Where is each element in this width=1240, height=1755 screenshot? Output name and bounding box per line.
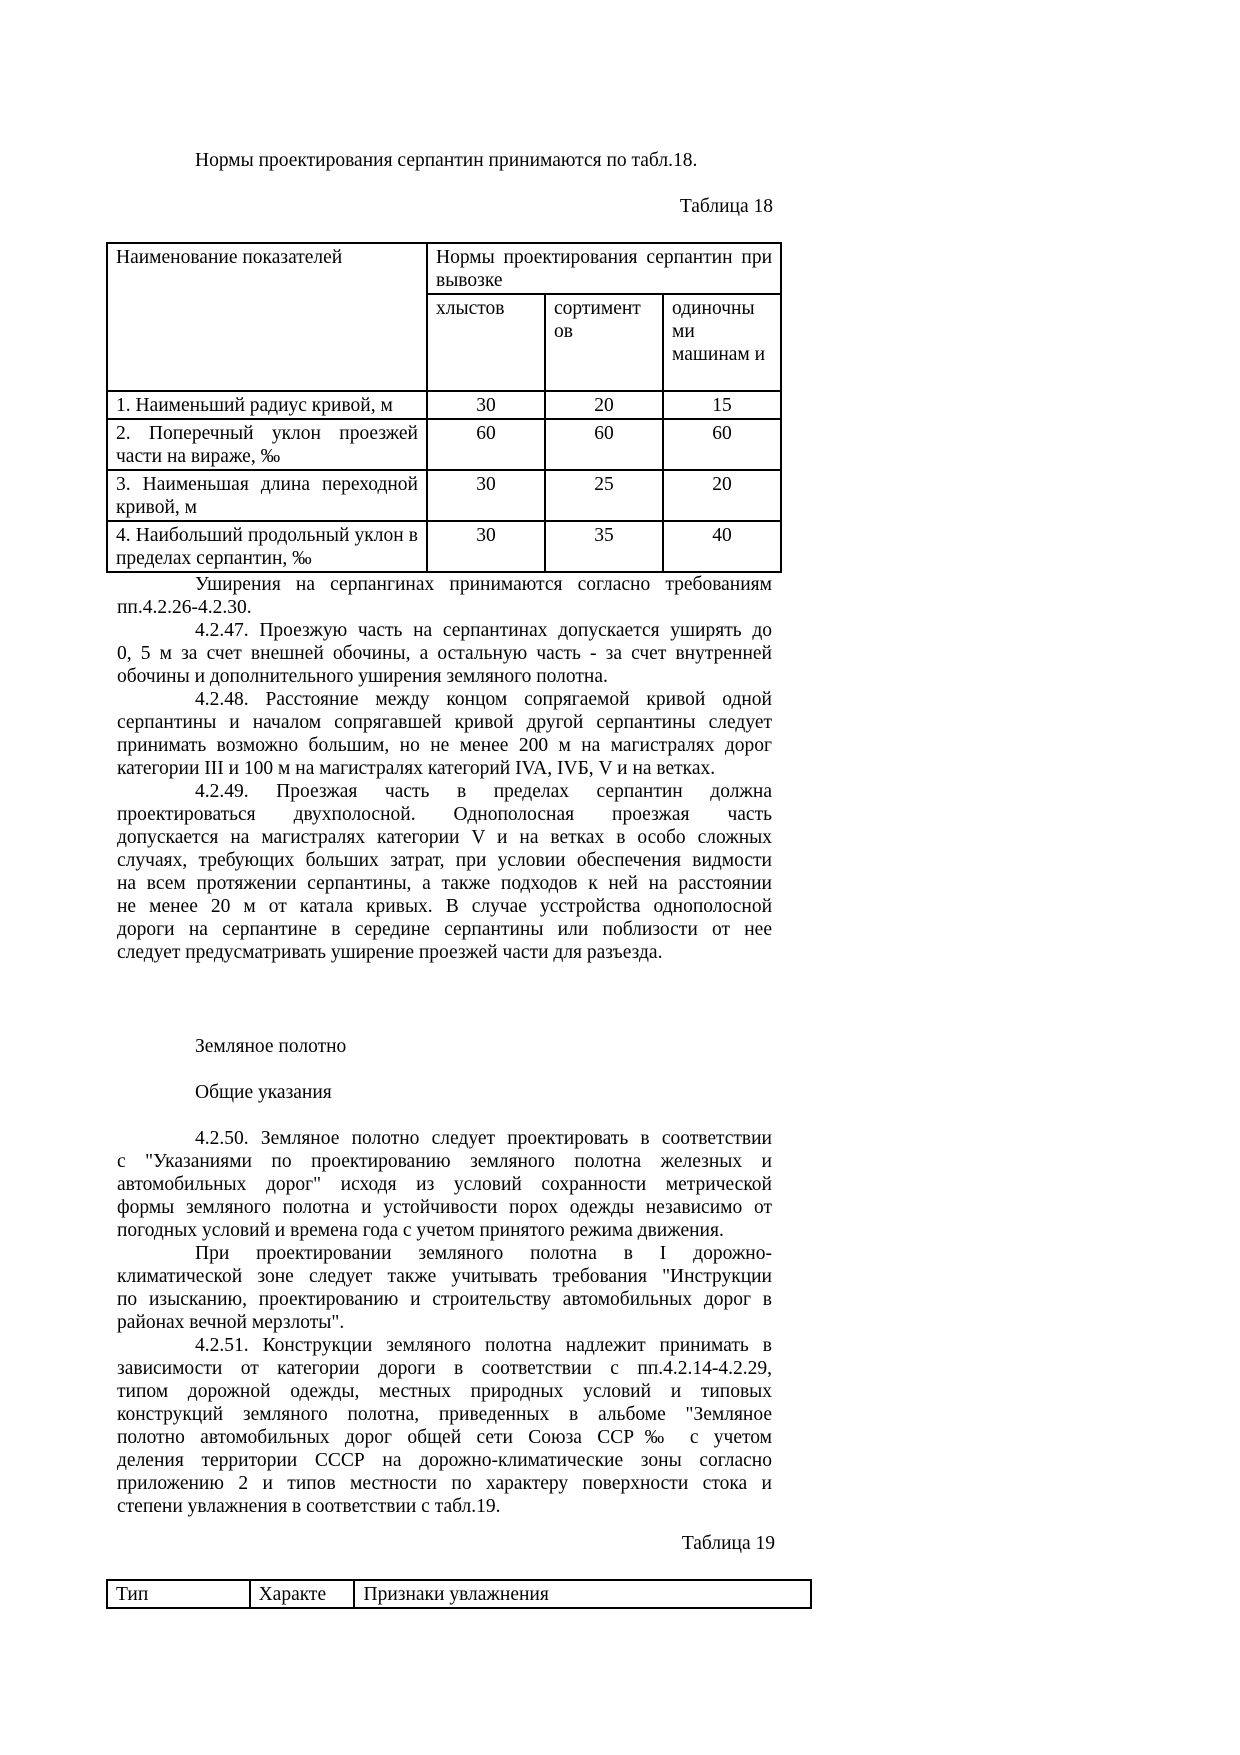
- text-line: полотно автомобильных дорог общей сети Союза ССР‰ с учетом: [117, 1427, 772, 1448]
- text-line: погодных условий и времена года с учетом принятого режима движения.: [117, 1220, 724, 1241]
- table-19-caption: Таблица 19: [681, 1533, 775, 1554]
- table-18-header-row: [107, 243, 781, 294]
- paragraph-widening: [117, 573, 772, 964]
- table-cell: 25: [545, 470, 663, 521]
- text-line: 4.2.47. Проезжую часть на серпантинах допускается уширять до: [195, 620, 772, 641]
- text-line: на всем протяжении серпантины, а также подходов к ней на расстоянии: [117, 873, 772, 894]
- table-18-header-name: Наименование показателей: [107, 243, 427, 391]
- text-line: принимать возможно большим, но не менее 200 м на магистралях дорог: [117, 735, 772, 756]
- text-line: 4.2.50. Земляное полотно следует проектировать в соответствии: [195, 1128, 772, 1149]
- table-18-header-group: Нормы проектирования серпантин при вывозке: [427, 243, 781, 294]
- table-18-subheader-cell: одиночны ми машинам и: [663, 294, 781, 391]
- text-line: не менее 20 м от катала кривых. В случае усстройства однополосной: [117, 896, 772, 917]
- section-heading-general: Общие указания: [195, 1082, 332, 1103]
- text-line: 4.2.49. Проезжая часть в пределах серпантин должна: [195, 781, 772, 802]
- text-line: категории III и 100 м на магистралях категорий IVA, IVБ, V и на ветках.: [117, 758, 716, 779]
- table-18: [106, 242, 782, 573]
- text-line: Уширения на серпангинах принимаются согласно требованиям: [195, 574, 772, 595]
- table-row: [107, 419, 781, 470]
- table-cell: 20: [545, 391, 663, 419]
- text-line: При проектировании земляного полотна в I дорожно-: [195, 1243, 772, 1264]
- table-cell: 15: [663, 391, 781, 419]
- table-cell: 60: [663, 419, 781, 470]
- paragraph-earthwork: [117, 1127, 772, 1518]
- text-line: степени увлажнения в соответствии с табл.19.: [117, 1496, 501, 1517]
- text-line: 4.2.51. Конструкции земляного полотна надлежит принимать в: [195, 1335, 772, 1356]
- text-line: приложению 2 и типов местности по характеру поверхности стока и: [117, 1473, 772, 1494]
- table-19: [106, 1579, 812, 1609]
- table-cell: 30: [427, 391, 545, 419]
- table-cell: 30: [427, 521, 545, 572]
- table-row: [107, 391, 781, 419]
- text-line: типом дорожной одежды, местных природных условий и типовых: [117, 1381, 772, 1402]
- text-line: серпантины и началом сопрягавшей кривой другой серпантины следует: [117, 712, 772, 733]
- table-18-row-label: 1. Наименьший радиус кривой, м: [107, 391, 427, 419]
- table-19-header-row: [107, 1580, 811, 1608]
- text-line: автомобильных дорог" исходя из условий сохранности метрической: [117, 1174, 772, 1195]
- text-line: конструкций земляного полотна, приведенных в альбоме "Земляное: [117, 1404, 772, 1425]
- text-line: формы земляного полотна и устойчивости порох одежды независимо от: [117, 1197, 772, 1218]
- text-line: допускается на магистралях категории V и на ветках в особо сложных: [117, 827, 772, 848]
- text-line: зависимости от категории дороги в соответствии с пп.4.2.14-4.2.29,: [117, 1358, 772, 1379]
- text-line: с "Указаниями по проектированию земляного полотна железных и: [117, 1151, 772, 1172]
- text-line: климатической зоне следует также учитывать требования "Инструкции: [117, 1266, 772, 1287]
- table-cell: 60: [427, 419, 545, 470]
- table-19-header-cell: Характе: [250, 1580, 355, 1608]
- text-line: 0, 5 м за счет внешней обочины, а остальную часть - за счет внутренней: [117, 643, 772, 664]
- table-19-header-cell: Тип: [107, 1580, 250, 1608]
- text-line: следует предусматривать уширение проезжей части для разъезда.: [117, 942, 663, 963]
- table-18-row-label: 4. Наибольший продольный уклон в пределах серпантин, ‰: [107, 521, 427, 572]
- table-cell: 40: [663, 521, 781, 572]
- text-line: проектироваться двухполосной. Однополосная проезжая часть: [117, 804, 772, 825]
- text-line: дороги на серпантине в середине серпантины или поблизости от нее: [117, 919, 772, 940]
- table-18-row-label: 3. Наименьшая длина переходной кривой, м: [107, 470, 427, 521]
- text-line: 4.2.48. Расстояние между концом сопрягаемой кривой одной: [195, 689, 772, 710]
- table-18-row-label: 2. Поперечный уклон проезжей части на вираже, ‰: [107, 419, 427, 470]
- text-line: районах вечной мерзлоты".: [117, 1312, 345, 1333]
- intro-text: Нормы проектирования серпантин принимаются по табл.18.: [195, 150, 698, 171]
- text-line: случаях, требующих больших затрат, при условии обеспечения видмости: [117, 850, 772, 871]
- text-line: по изысканию, проектированию и строительству автомобильных дорог в: [117, 1289, 772, 1310]
- text-line: обочины и дополнительного уширения земляного полотна.: [117, 666, 608, 687]
- text-line: деления территории СССР на дорожно-климатические зоны согласно: [117, 1450, 772, 1471]
- section-heading-earthwork: Земляное полотно: [195, 1036, 347, 1057]
- table-19-header-cell: Признаки увлажнения: [354, 1580, 811, 1608]
- table-18-subheader-cell: сортимент ов: [545, 294, 663, 391]
- table-row: [107, 521, 781, 572]
- table-cell: 60: [545, 419, 663, 470]
- table-18-subheader-cell: хлыстов: [427, 294, 545, 391]
- table-cell: 30: [427, 470, 545, 521]
- table-cell: 35: [545, 521, 663, 572]
- table-row: [107, 470, 781, 521]
- table-18-caption: Таблица 18: [679, 196, 773, 217]
- text-line: пп.4.2.26-4.2.30.: [117, 597, 252, 618]
- table-cell: 20: [663, 470, 781, 521]
